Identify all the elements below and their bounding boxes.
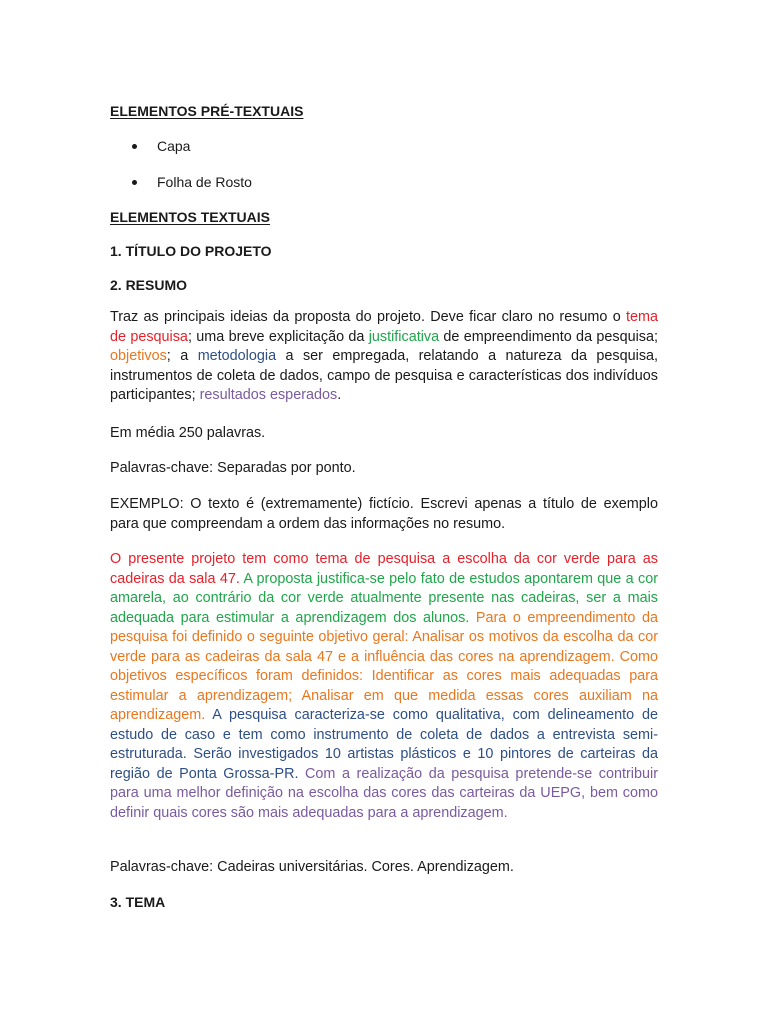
heading-titulo-do-projeto: 1. TÍTULO DO PROJETO	[110, 243, 272, 259]
highlight-tema: tema de pesquisa	[110, 309, 658, 345]
resumo-tema-sentence: O presente projeto tem como tema de pesquisa a escolha da cor verde para as cadeiras da sala 47.	[110, 551, 658, 587]
bullet-label: Capa	[157, 138, 191, 154]
media-palavras-text: Em média 250 palavras.	[110, 425, 266, 441]
highlight-objetivos: objetivos	[110, 348, 167, 364]
bullet-label: Folha de Rosto	[157, 174, 252, 190]
text-span: ; a	[166, 348, 198, 364]
text-span: ; uma breve explicitação da	[187, 328, 369, 345]
exemplo-paragraph: EXEMPLO: O texto é (extremamente) fictício. Escrevi apenas a título de exemplo para que compreendam a ordem das informações no resumo.	[110, 496, 658, 532]
text-span: a ser empregada, relatando a natureza da pesquisa, instrumentos de coleta de dados, campo de pesquisa e características dos indivíduos participantes;	[110, 348, 659, 403]
exemplo-resumo-paragraph	[110, 550, 658, 823]
palavras-chave-intro-text: Palavras-chave: Separadas por ponto.	[110, 460, 356, 476]
palavras-chave-exemplo-text: Palavras-chave: Cadeiras universitárias. Cores. Aprendizagem.	[110, 859, 514, 875]
text-span: .	[337, 387, 342, 403]
resumo-intro-paragraph	[110, 308, 658, 406]
resumo-metodologia-sentence: A pesquisa caracteriza-se como qualitativa, com delineamento de estudo de caso e tem como instrumento de coleta de dados a entrevista semi-estruturada. Serão investigados 10 artistas plásticos e 10 pintores de carteiras da região de Ponta Grossa-PR.	[110, 707, 658, 782]
text-span: Traz as principais ideias da proposta do projeto. Deve ficar claro no resumo o	[110, 309, 626, 325]
highlight-justificativa: justificativa	[368, 328, 440, 345]
resumo-objetivos-sentence: Para o empreendimento da pesquisa foi definido o seguinte objetivo geral: Analisar os motivos da escolha da cor verde para as cadeiras da sala 47 e a influência das cores na aprendizagem. Como objetivos específicos foram definidos: Identificar as cores mais adequadas para estimular a aprendizagem; Analisar em que medida essas cores auxiliam na aprendizagem.	[110, 609, 658, 723]
highlight-resultados: resultados esperados	[199, 387, 338, 403]
heading-tema: 3. TEMA	[110, 894, 166, 910]
heading-resumo: 2. RESUMO	[110, 277, 188, 293]
heading-elementos-pre-textuais: ELEMENTOS PRÉ-TEXTUAIS	[110, 103, 304, 119]
text-span: de empreendimento da pesquisa;	[439, 328, 658, 345]
bullet-icon	[132, 180, 137, 185]
heading-elementos-textuais: ELEMENTOS TEXTUAIS	[110, 209, 270, 225]
bullet-icon	[132, 144, 137, 149]
highlight-metodologia: metodologia	[197, 348, 277, 364]
resumo-justificativa-sentence: A proposta justifica-se pelo fato de estudos apontarem que a cor amarela, ao contrário da cor verde atualmente presente nas cadeiras, ser a mais adequada para estimular a aprendizagem dos alunos.	[110, 570, 658, 626]
resumo-resultados-sentence: Com a realização da pesquisa pretende-se contribuir para uma melhor definição na escolha das cores das carteiras da UEPG, bem como definir quais cores são mais adequadas para a aprendizagem.	[110, 765, 658, 821]
